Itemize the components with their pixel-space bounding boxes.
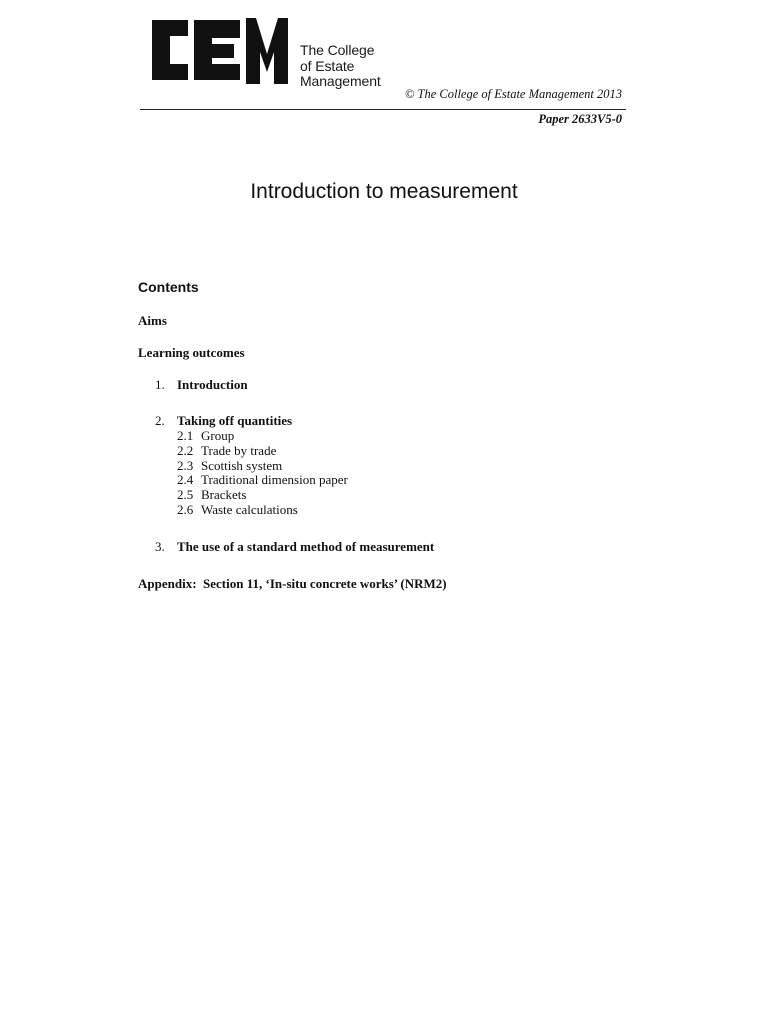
header-divider xyxy=(140,109,626,110)
toc-subsection xyxy=(177,503,348,518)
logo-letter-e xyxy=(194,20,240,80)
toc-subsection-label: Trade by trade xyxy=(201,442,277,458)
toc-subsection-number: 2.5 xyxy=(177,487,194,503)
toc-section-number: 2. xyxy=(155,413,165,428)
toc-subsection-number: 2.1 xyxy=(177,428,194,443)
cem-logo xyxy=(148,14,384,94)
contents-heading: Contents xyxy=(138,279,199,295)
toc-subsection-number: 2.6 xyxy=(177,501,194,517)
toc-subsection-label: Traditional dimension paper xyxy=(201,472,348,488)
logo-letter-c xyxy=(152,20,188,80)
toc-subsection-label: Scottish system xyxy=(201,457,283,473)
logo-org-name xyxy=(300,43,381,90)
toc-subsection-label: Brackets xyxy=(201,487,247,503)
cem-logo-mark xyxy=(148,14,288,86)
logo-org-name-line: The College xyxy=(300,42,375,58)
copyright-notice: © The College of Estate Management 2013 xyxy=(404,87,622,101)
toc-subsection xyxy=(177,444,348,459)
toc-subsection-number: 2.3 xyxy=(177,457,194,473)
toc-subsection xyxy=(177,459,348,474)
toc-section-number: 3. xyxy=(155,539,165,554)
logo-letter-m xyxy=(246,18,288,84)
toc-learning-outcomes: Learning outcomes xyxy=(138,345,245,360)
toc-subsection xyxy=(177,429,348,444)
toc-subsection xyxy=(177,473,348,488)
toc-subsection-number: 2.4 xyxy=(177,472,194,488)
toc-subsection-label: Group xyxy=(201,428,235,443)
paper-number: Paper 2633V5-0 xyxy=(538,112,622,126)
toc-subsection-number: 2.2 xyxy=(177,442,194,458)
document-title: Introduction to measurement xyxy=(250,180,518,203)
toc-section-standard-method: The use of a standard method of measurement xyxy=(177,539,435,554)
toc-appendix: Appendix: Section 11, ‘In-situ concrete works’ (NRM2) xyxy=(138,576,447,591)
toc-aims: Aims xyxy=(138,313,167,328)
toc-subsection-label: Waste calculations xyxy=(201,501,298,517)
logo-org-name-line: Management xyxy=(300,73,381,89)
toc-section-taking-off: Taking off quantities xyxy=(177,413,293,428)
logo-org-name-line: of Estate xyxy=(300,57,355,74)
toc-section-introduction: Introduction xyxy=(177,377,248,392)
toc-subsection xyxy=(177,488,348,503)
toc-section-number: 1. xyxy=(155,377,165,392)
toc-subsection-list xyxy=(177,429,348,518)
